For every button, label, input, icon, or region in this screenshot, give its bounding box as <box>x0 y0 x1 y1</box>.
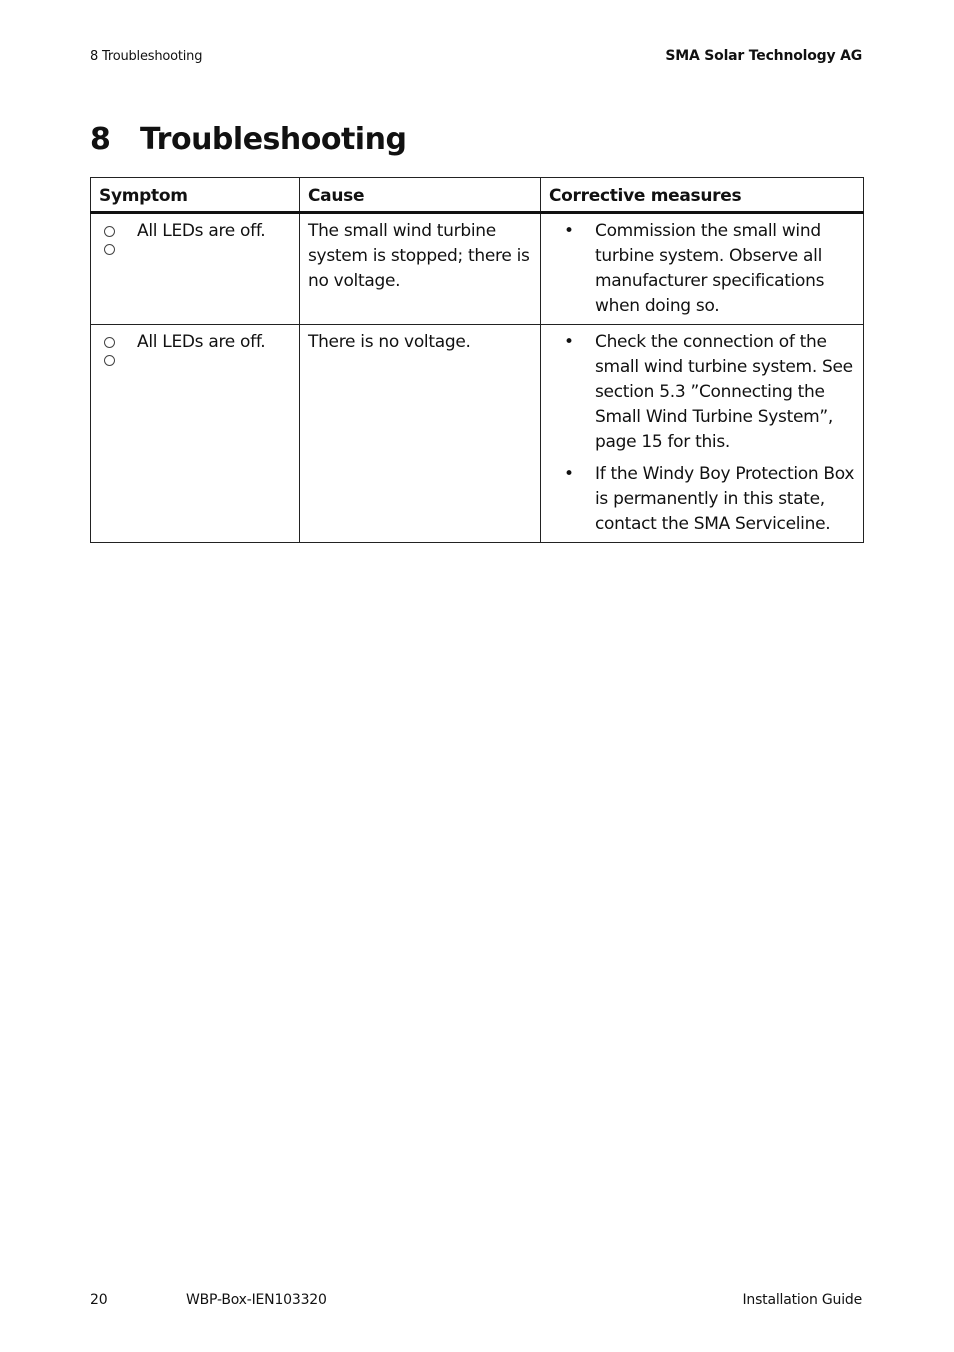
measures-cell <box>541 213 864 325</box>
table-header-row <box>91 178 864 213</box>
footer-document-type: Installation Guide <box>742 1292 862 1308</box>
symptom-text: All LEDs are off. <box>137 221 266 241</box>
running-header-company: SMA Solar Technology AG <box>665 48 862 64</box>
bullet-icon: • <box>564 464 574 484</box>
measures-list <box>549 219 855 319</box>
chapter-heading <box>90 122 406 157</box>
table-row <box>91 325 864 543</box>
measure-text: Commission the small wind turbine system. Observe all manufacturer specifications when doing so. <box>595 221 825 316</box>
footer-page-number: 20 <box>90 1292 108 1308</box>
measures-cell <box>541 325 864 543</box>
led-off-icon <box>104 337 115 348</box>
measure-text: Check the connection of the small wind turbine system. See section 5.3 ”Connecting the Small Wind Turbine System”, page 15 for this. <box>595 332 853 452</box>
cause-cell: There is no voltage. <box>300 325 541 543</box>
column-header-symptom: Symptom <box>91 178 300 213</box>
symptom-cell <box>91 325 300 543</box>
column-header-corrective-measures: Corrective measures <box>541 178 864 213</box>
symptom-cell <box>91 213 300 325</box>
led-off-icon <box>104 226 115 237</box>
measure-text: If the Windy Boy Protection Box is permanently in this state, contact the SMA Serviceline. <box>595 464 855 534</box>
list-item <box>549 462 855 537</box>
cause-cell: The small wind turbine system is stopped; there is no voltage. <box>300 213 541 325</box>
measures-list <box>549 330 855 537</box>
led-indicator-group <box>99 219 137 262</box>
footer-document-id: WBP-Box-IEN103320 <box>186 1292 327 1308</box>
troubleshooting-table <box>90 177 864 543</box>
led-indicator-group <box>99 330 137 373</box>
bullet-icon: • <box>564 221 574 241</box>
chapter-number: 8 <box>90 122 111 157</box>
bullet-icon: • <box>564 332 574 352</box>
chapter-title-text: Troubleshooting <box>140 122 407 157</box>
symptom-text: All LEDs are off. <box>137 332 266 352</box>
running-header-section: 8 Troubleshooting <box>90 49 203 64</box>
led-off-icon <box>104 355 115 366</box>
list-item <box>549 219 855 319</box>
table-row <box>91 213 864 325</box>
column-header-cause: Cause <box>300 178 541 213</box>
led-off-icon <box>104 244 115 255</box>
list-item <box>549 330 855 455</box>
